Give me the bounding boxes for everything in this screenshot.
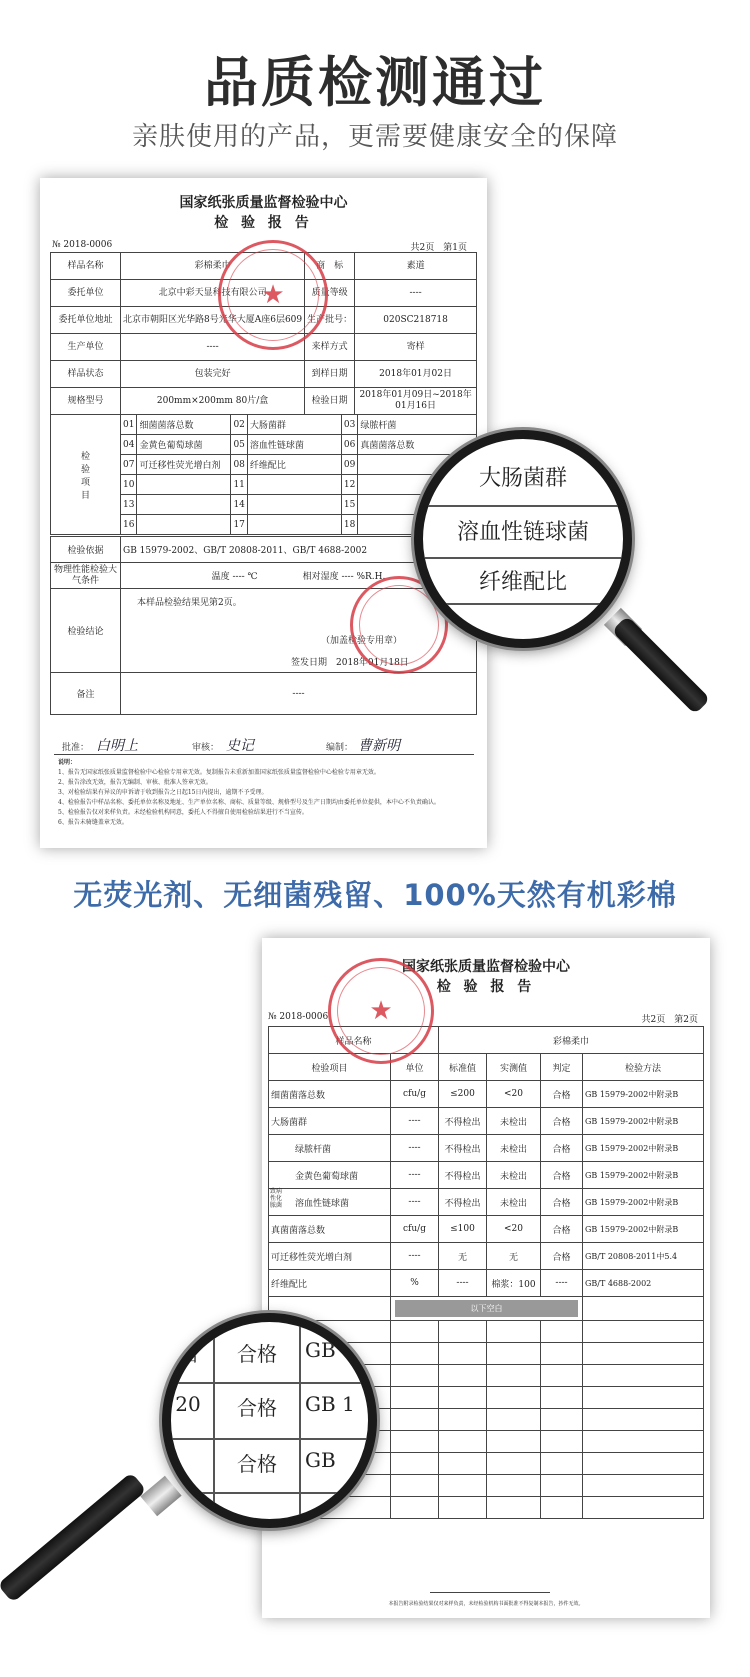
info-cell: 2018年01月02日 [355, 361, 477, 388]
info-cell: 来样方式 [305, 334, 355, 361]
blank-marker: 以下空白 [395, 1300, 578, 1317]
editor-signature: 曹新明 [358, 738, 400, 754]
result-cell: 不得检出 [439, 1162, 487, 1189]
pathogen-group-label: 致病性化脓菌 [270, 1188, 283, 1209]
result-cell: 不得检出 [439, 1135, 487, 1162]
result-cell: 不得检出 [439, 1108, 487, 1135]
info-cell: 2018年01月09日~2018年01月16日 [355, 388, 477, 415]
magnifier-2 [162, 1313, 377, 1528]
page-count: 共2页 第1页 [410, 243, 467, 253]
result-row [269, 1243, 704, 1270]
item-cell: 绿脓杆菌 [358, 415, 477, 435]
conclusion-seal-note: （加盖检验专用章） [321, 636, 403, 646]
result-row [269, 1270, 704, 1297]
info-cell: ---- [121, 334, 305, 361]
item-cell: 纤维配比 [247, 455, 341, 475]
result-cell: 合格 [541, 1135, 583, 1162]
zoom-cell-method: GB 1 [305, 1392, 355, 1416]
env-value: 温度 ---- ℃ 相对湿度 ---- %R.H. [121, 563, 477, 589]
approve-signature: 白明上 [96, 738, 138, 754]
result-row [269, 1216, 704, 1243]
item-cell: 真菌菌落总数 [358, 435, 477, 455]
result-cell: ---- [541, 1270, 583, 1297]
item-cell: 08 [231, 455, 247, 475]
review-label: 审核： [192, 743, 220, 753]
zoom-text-streptococcus: 溶血性链球菌 [456, 520, 589, 545]
sample-value: 彩棉柔巾 [439, 1027, 704, 1054]
report-heading: 检 验 报 告 [214, 215, 313, 231]
item-cell [137, 495, 231, 515]
result-cell: 合格 [541, 1189, 583, 1216]
column-header: 判定 [541, 1054, 583, 1081]
item-cell: 11 [231, 475, 247, 495]
info-cell: 样品名称 [51, 253, 121, 280]
note-line: 1、报告无国家纸张质量监督检验中心检验专用章无效。复制报告未重新加盖国家纸张质量监督检验中心检验专用章无效。 [58, 769, 380, 776]
report-notes [58, 758, 473, 828]
result-cell: GB 15979-2002中附录B [583, 1108, 704, 1135]
result-cell: cfu/g [391, 1081, 439, 1108]
item-cell: 09 [341, 455, 357, 475]
info-cell: 包装完好 [121, 361, 305, 388]
result-row [269, 1189, 704, 1216]
result-cell: ≤200 [439, 1081, 487, 1108]
item-cell: 溶血性链球菌 [247, 435, 341, 455]
official-seal-icon-2: ★ [328, 958, 434, 1064]
editor-label: 编制： [326, 743, 354, 753]
result-cell: ---- [391, 1243, 439, 1270]
report-heading-2: 检 验 报 告 [436, 979, 536, 995]
note-line: 5、检验报告仅对来样负责。未经检验机构同意，委托人不得擅自使用检验结果进行不当宣传。 [58, 809, 308, 816]
result-cell: 未检出 [487, 1189, 541, 1216]
result-cell: 未检出 [487, 1162, 541, 1189]
info-cell: 商 标 [305, 253, 355, 280]
issue-date: 签发日期 2018年01月18日 [291, 658, 409, 668]
magnifier-1 [414, 430, 632, 648]
item-cell [247, 475, 341, 495]
report-number: № 2018-0006 [52, 240, 113, 250]
result-row [269, 1081, 704, 1108]
column-header: 标准值 [439, 1054, 487, 1081]
column-header: 单位 [391, 1054, 439, 1081]
result-cell: 棉浆：100 [487, 1270, 541, 1297]
note-line: 6、报告未骑缝盖章无效。 [58, 819, 128, 826]
page-title: 品质检测通过 [204, 51, 546, 114]
item-cell: 可迁移性荧光增白剂 [137, 455, 231, 475]
item-cell: 06 [341, 435, 357, 455]
info-cell: 生产批号： [305, 307, 355, 334]
result-cell: GB 15979-2002中附录B [583, 1216, 704, 1243]
item-cell [137, 515, 231, 535]
result-cell: 金黄色葡萄球菌 [269, 1162, 391, 1189]
column-header: 检验方法 [583, 1054, 704, 1081]
remark-label: 备注 [51, 673, 121, 715]
result-cell: <20 [487, 1216, 541, 1243]
result-row [269, 1135, 704, 1162]
result-cell: 细菌菌落总数 [269, 1081, 391, 1108]
report-org: 国家纸张质量监督检验中心 [179, 195, 348, 211]
info-cell: 寄样 [355, 334, 477, 361]
report-number-2: № 2018-0006 [268, 1012, 329, 1022]
result-cell: GB 15979-2002中附录B [583, 1081, 704, 1108]
item-cell: 10 [121, 475, 137, 495]
column-header: 检验项目 [269, 1054, 391, 1081]
page-count-2: 共2页 第2页 [641, 1015, 698, 1025]
result-cell: ---- [391, 1162, 439, 1189]
result-cell: ---- [391, 1108, 439, 1135]
report-org-2: 国家纸张质量监督检验中心 [402, 959, 570, 975]
item-cell [137, 475, 231, 495]
result-cell: 未检出 [487, 1135, 541, 1162]
item-cell: 12 [341, 475, 357, 495]
result-cell: cfu/g [391, 1216, 439, 1243]
report-footer: 本报告附录检验结果仅对来样负责，未经检验机构书面批准不得复制本报告，抄件无效。 [388, 1601, 584, 1607]
zoom-cell-pass: 合格 [237, 1396, 277, 1420]
info-cell: ---- [355, 280, 477, 307]
magnifier-handle-2 [0, 1472, 147, 1603]
item-cell: 金黄色葡萄球菌 [137, 435, 231, 455]
result-cell: 绿脓杆菌 [269, 1135, 391, 1162]
info-row [51, 361, 477, 388]
official-seal-icon: ★ [218, 240, 328, 350]
result-cell: % [391, 1270, 439, 1297]
review-signature: 史记 [226, 738, 254, 754]
result-cell: 合格 [541, 1216, 583, 1243]
item-cell: 14 [231, 495, 247, 515]
page-subtitle: 亲肤使用的产品，更需要健康安全的保障 [131, 122, 618, 152]
result-cell: <20 [487, 1081, 541, 1108]
info-cell: 质量等级 [305, 280, 355, 307]
zoom-cell-method: GB [305, 1338, 336, 1362]
result-cell: 溶血性链球菌 [269, 1189, 391, 1216]
info-cell: 规格型号 [51, 388, 121, 415]
item-cell: 13 [121, 495, 137, 515]
info-cell: 素道 [355, 253, 477, 280]
info-cell: 到样日期 [305, 361, 355, 388]
result-cell: GB/T 4688-2002 [583, 1270, 704, 1297]
remark-value: ---- [121, 673, 477, 715]
info-row [51, 388, 477, 415]
env-label: 物理性能检验大气条件 [51, 563, 121, 589]
result-cell: 纤维配比 [269, 1270, 391, 1297]
info-cell: 彩棉柔巾 [121, 253, 305, 280]
zoom-cell-method: GB [305, 1448, 336, 1472]
result-cell: 合格 [541, 1162, 583, 1189]
info-cell: 北京市朝阳区光华路8号光华大厦A座6层609 [121, 307, 305, 334]
info-cell: 检验日期 [305, 388, 355, 415]
info-cell: 委托单位 [51, 280, 121, 307]
result-cell: 合格 [541, 1108, 583, 1135]
zoom-cell-left: 20 [175, 1392, 201, 1416]
item-cell: 03 [341, 415, 357, 435]
items-row [51, 415, 477, 435]
magnifier-ferrule-2 [140, 1476, 181, 1516]
note-line: 2、报告涂改无效，报告无编制、审核、批准人签章无效。 [58, 779, 212, 786]
note-line: 4、检验报告中样品名称、委托单位名称及地址、生产单位名称、商标、质量等级、规格型号及生产日期均由委托单位提供，本中心不负责确认。 [58, 799, 440, 806]
items-label: 检验项目 [51, 415, 121, 535]
result-cell: 未检出 [487, 1108, 541, 1135]
item-cell: 大肠菌群 [247, 415, 341, 435]
info-cell: 北京中彩天显科技有限公司 [121, 280, 305, 307]
basis-label: 检验依据 [51, 537, 121, 563]
info-cell: 委托单位地址 [51, 307, 121, 334]
notes-title: 说明： [58, 759, 77, 766]
item-cell: 07 [121, 455, 137, 475]
result-cell: 合格 [541, 1243, 583, 1270]
result-cell: ---- [391, 1135, 439, 1162]
result-cell: 合格 [541, 1081, 583, 1108]
info-cell: 样品状态 [51, 361, 121, 388]
info-cell: 200mm×200mm 80片/盒 [121, 388, 305, 415]
item-cell: 细菌菌落总数 [137, 415, 231, 435]
result-row [269, 1108, 704, 1135]
info-cell: 020SC218718 [355, 307, 477, 334]
note-line: 3、对检验结果有异议的申诉请于收到报告之日起15日内提出，逾期不予受理。 [58, 789, 268, 796]
item-cell: 02 [231, 415, 247, 435]
result-cell: GB 15979-2002中附录B [583, 1189, 704, 1216]
zoom-cell-pass: 合格 [237, 1452, 277, 1476]
approve-label: 批准： [62, 743, 90, 753]
conclusion-label: 检验结论 [51, 589, 121, 673]
result-cell: ---- [391, 1189, 439, 1216]
item-cell: 01 [121, 415, 137, 435]
result-cell: 无 [439, 1243, 487, 1270]
report-page-2 [262, 938, 710, 1618]
result-cell: 大肠菌群 [269, 1108, 391, 1135]
sample-label: 样品名称 [269, 1027, 439, 1054]
tagline: 无荧光剂、无细菌残留、100%天然有机彩棉 [73, 878, 677, 912]
conclusion-text: 本样品检验结果见第2页。 [137, 598, 242, 608]
info-cell: 生产单位 [51, 334, 121, 361]
result-row [269, 1162, 704, 1189]
result-cell: ---- [439, 1270, 487, 1297]
result-cell: GB 15979-2002中附录B [583, 1135, 704, 1162]
result-cell: 可迁移性荧光增白剂 [269, 1243, 391, 1270]
result-cell: GB 15979-2002中附录B [583, 1162, 704, 1189]
item-cell: 16 [121, 515, 137, 535]
result-cell: 无 [487, 1243, 541, 1270]
magnifier-handle [612, 616, 711, 715]
column-header: 实测值 [487, 1054, 541, 1081]
item-cell: 05 [231, 435, 247, 455]
result-cell: 不得检出 [439, 1189, 487, 1216]
result-cell: GB/T 20808-2011中5.4 [583, 1243, 704, 1270]
zoom-text-coliform: 大肠菌群 [478, 466, 567, 491]
result-cell: ≤100 [439, 1216, 487, 1243]
item-cell [247, 495, 341, 515]
test-items-table [50, 414, 477, 535]
item-cell: 04 [121, 435, 137, 455]
item-cell: 18 [341, 515, 357, 535]
item-cell: 15 [341, 495, 357, 515]
result-cell: 真菌菌落总数 [269, 1216, 391, 1243]
item-cell [247, 515, 341, 535]
zoom-text-fiber: 纤维配比 [478, 570, 567, 595]
zoom-cell-pass: 合格 [237, 1342, 277, 1366]
basis-value: GB 15979-2002、GB/T 20808-2011、GB/T 4688-2002 [121, 537, 477, 563]
item-cell: 17 [231, 515, 247, 535]
zoom-cell-left: 出 [178, 1342, 198, 1366]
